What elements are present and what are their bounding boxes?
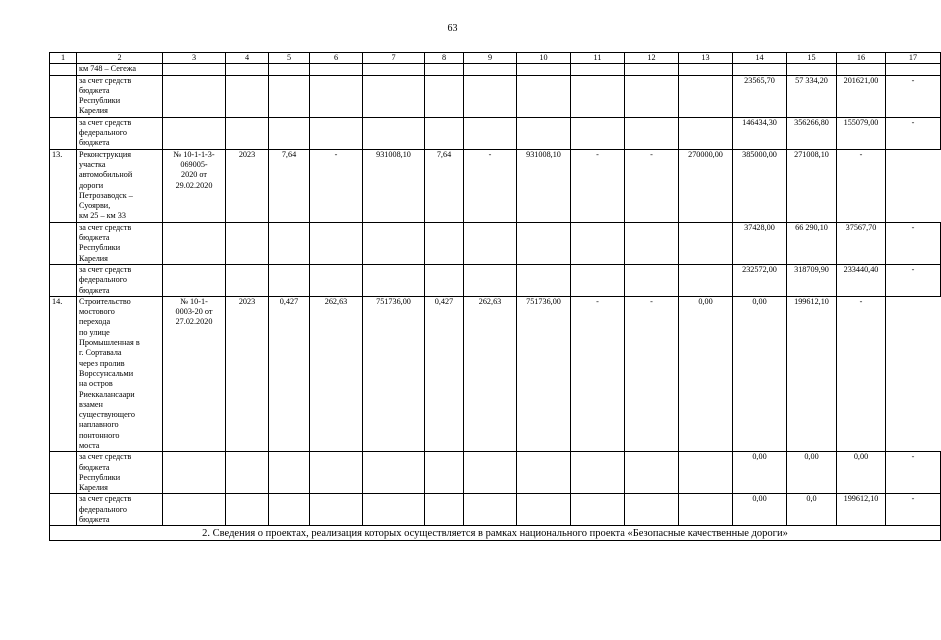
- table-cell: [310, 222, 363, 264]
- table-cell: [226, 64, 269, 75]
- column-header: 3: [163, 53, 226, 64]
- table-cell: [269, 64, 310, 75]
- table-cell: [571, 452, 625, 494]
- table-cell: 318709,90: [787, 264, 837, 296]
- table-row: [50, 452, 941, 494]
- table-cell: [163, 75, 226, 117]
- table-row: [50, 64, 941, 75]
- table-cell: -: [571, 296, 625, 451]
- table-cell: [733, 64, 787, 75]
- table-cell: [269, 222, 310, 264]
- table-cell: 199612,10: [837, 494, 886, 526]
- table-cell: [310, 117, 363, 149]
- table-cell: [679, 117, 733, 149]
- table-cell: [310, 64, 363, 75]
- table-cell: [837, 64, 886, 75]
- table-cell: [625, 494, 679, 526]
- table-cell: [625, 264, 679, 296]
- table-cell: [625, 64, 679, 75]
- table-cell: 262,63: [310, 296, 363, 451]
- table-cell: Реконструкция участка автомобильной дороги Петрозаводск – Суоярви, км 25 – км 33: [77, 149, 163, 222]
- table-cell: -: [886, 494, 941, 526]
- table-cell: [363, 264, 425, 296]
- table-cell: [464, 494, 517, 526]
- table-cell: [310, 494, 363, 526]
- table-cell: 0,0: [787, 494, 837, 526]
- table-cell: [363, 494, 425, 526]
- table-cell: за счет средств федерального бюджета: [77, 494, 163, 526]
- table-cell: [571, 222, 625, 264]
- table-cell: [625, 117, 679, 149]
- table-cell: [363, 117, 425, 149]
- table-cell: -: [886, 222, 941, 264]
- table-cell: 37567,70: [837, 222, 886, 264]
- table-cell: -: [310, 149, 363, 222]
- table-cell: [163, 452, 226, 494]
- table-cell: 13.: [50, 149, 77, 222]
- table-cell: [363, 222, 425, 264]
- table-cell: [226, 452, 269, 494]
- table-cell: [517, 75, 571, 117]
- table-cell: [310, 452, 363, 494]
- table-cell: [886, 64, 941, 75]
- section-title-row: [50, 526, 941, 541]
- table-cell: 385000,00: [733, 149, 787, 222]
- table-cell: 2023: [226, 149, 269, 222]
- column-header: 11: [571, 53, 625, 64]
- table-cell: [425, 117, 464, 149]
- table-cell: [50, 64, 77, 75]
- table-cell: [517, 117, 571, 149]
- table-cell: [50, 222, 77, 264]
- table-cell: -: [571, 149, 625, 222]
- table-cell: за счет средств бюджета Республики Карелия: [77, 452, 163, 494]
- table-cell: -: [464, 149, 517, 222]
- table-row: [50, 117, 941, 149]
- table-row: [50, 494, 941, 526]
- table-cell: [269, 75, 310, 117]
- table-cell: [464, 64, 517, 75]
- table-cell: 201621,00: [837, 75, 886, 117]
- section-title: 2. Сведения о проектах, реализация которых осуществляется в рамках национального проекта «Безопасные качественные дороги»: [50, 526, 941, 541]
- table-cell: 146434,30: [733, 117, 787, 149]
- table-cell: -: [837, 296, 886, 451]
- budget-table: [49, 52, 941, 541]
- table-cell: [363, 452, 425, 494]
- table-cell: [625, 452, 679, 494]
- table-cell: 751736,00: [363, 296, 425, 451]
- table-row: [50, 222, 941, 264]
- column-header: 17: [886, 53, 941, 64]
- table-cell: [310, 264, 363, 296]
- table-cell: № 10-1- 0003-20 от 27.02.2020: [163, 296, 226, 451]
- table-cell: [571, 494, 625, 526]
- column-header: 16: [837, 53, 886, 64]
- table-cell: за счет средств федерального бюджета: [77, 264, 163, 296]
- table-cell: [425, 264, 464, 296]
- column-header: 9: [464, 53, 517, 64]
- table-cell: 931008,10: [363, 149, 425, 222]
- table-cell: -: [886, 452, 941, 494]
- table-cell: -: [886, 75, 941, 117]
- header-row: [50, 53, 941, 64]
- table-cell: [50, 494, 77, 526]
- table-cell: 0,00: [733, 296, 787, 451]
- table-cell: 0,00: [787, 452, 837, 494]
- table-cell: [464, 117, 517, 149]
- table-cell: 66 290,10: [787, 222, 837, 264]
- table-cell: 0,427: [269, 296, 310, 451]
- table-cell: [571, 64, 625, 75]
- table-cell: [464, 75, 517, 117]
- column-header: 14: [733, 53, 787, 64]
- table-row: [50, 264, 941, 296]
- table-cell: [50, 452, 77, 494]
- table-cell: 0,00: [837, 452, 886, 494]
- table-cell: 232572,00: [733, 264, 787, 296]
- table-cell: 7,64: [269, 149, 310, 222]
- table-cell: 2023: [226, 296, 269, 451]
- table-cell: [50, 117, 77, 149]
- table-cell: [310, 75, 363, 117]
- table-cell: [226, 494, 269, 526]
- table-cell: 271008,10: [787, 149, 837, 222]
- column-header: 1: [50, 53, 77, 64]
- table-cell: 931008,10: [517, 149, 571, 222]
- table-cell: [425, 494, 464, 526]
- table-cell: [517, 64, 571, 75]
- column-header: 5: [269, 53, 310, 64]
- table-cell: 7,64: [425, 149, 464, 222]
- table-cell: [679, 75, 733, 117]
- table-cell: [226, 264, 269, 296]
- table-cell: [517, 494, 571, 526]
- table-cell: 155079,00: [837, 117, 886, 149]
- column-header: 6: [310, 53, 363, 64]
- table-cell: [679, 64, 733, 75]
- table-cell: 0,00: [679, 296, 733, 451]
- table-cell: -: [625, 296, 679, 451]
- table-cell: за счет средств бюджета Республики Карелия: [77, 75, 163, 117]
- table-cell: 14.: [50, 296, 77, 451]
- table-cell: [226, 117, 269, 149]
- table-cell: 199612,10: [787, 296, 837, 451]
- table-cell: Строительство мостового перехода по улице Промышленная в г. Сортавала через пролив Ворссунсальми на остров Риеккалансаари взамен существующего наплавного понтонного моста: [77, 296, 163, 451]
- table-cell: [679, 494, 733, 526]
- table-row: [50, 296, 941, 451]
- table-cell: [163, 64, 226, 75]
- table-cell: [163, 222, 226, 264]
- column-header: 12: [625, 53, 679, 64]
- table-cell: [163, 264, 226, 296]
- table-cell: [517, 452, 571, 494]
- table-cell: [679, 264, 733, 296]
- table-cell: [625, 75, 679, 117]
- table-cell: 233440,40: [837, 264, 886, 296]
- column-header: 7: [363, 53, 425, 64]
- table-cell: 0,427: [425, 296, 464, 451]
- table-cell: [50, 75, 77, 117]
- table-cell: за счет средств бюджета Республики Карелия: [77, 222, 163, 264]
- table-cell: -: [886, 264, 941, 296]
- column-header: 10: [517, 53, 571, 64]
- table-cell: 37428,00: [733, 222, 787, 264]
- table-cell: [425, 75, 464, 117]
- table-row: [50, 149, 941, 222]
- table-cell: [269, 494, 310, 526]
- table-cell: [571, 264, 625, 296]
- table-cell: 0,00: [733, 494, 787, 526]
- table-cell: 0,00: [733, 452, 787, 494]
- column-header: 15: [787, 53, 837, 64]
- table-cell: -: [886, 117, 941, 149]
- table-cell: 751736,00: [517, 296, 571, 451]
- table-cell: [269, 452, 310, 494]
- table-cell: [226, 222, 269, 264]
- table-cell: [163, 117, 226, 149]
- column-header: 2: [77, 53, 163, 64]
- table-cell: [464, 222, 517, 264]
- table-cell: за счет средств федерального бюджета: [77, 117, 163, 149]
- table-cell: [363, 75, 425, 117]
- table-cell: [464, 452, 517, 494]
- table-cell: [464, 264, 517, 296]
- table-cell: [163, 494, 226, 526]
- table-cell: [517, 264, 571, 296]
- table-cell: [787, 64, 837, 75]
- column-header: 13: [679, 53, 733, 64]
- table-cell: 23565,70: [733, 75, 787, 117]
- table-cell: 262,63: [464, 296, 517, 451]
- table-cell: [425, 452, 464, 494]
- table-cell: [517, 222, 571, 264]
- table-cell: [571, 117, 625, 149]
- page-number: 63: [447, 23, 458, 34]
- table-cell: [50, 264, 77, 296]
- table-cell: км 748 – Сегежа: [77, 64, 163, 75]
- table-cell: [363, 64, 425, 75]
- table-cell: [269, 117, 310, 149]
- table-cell: [571, 75, 625, 117]
- table-cell: 270000,00: [679, 149, 733, 222]
- column-header: 4: [226, 53, 269, 64]
- table-cell: [679, 452, 733, 494]
- table-cell: 57 334,20: [787, 75, 837, 117]
- table-cell: [269, 264, 310, 296]
- table-cell: [226, 75, 269, 117]
- table-cell: № 10-1-1-3- 069005- 2020 от 29.02.2020: [163, 149, 226, 222]
- table-cell: [625, 222, 679, 264]
- table-row: [50, 75, 941, 117]
- table-cell: [425, 64, 464, 75]
- table-cell: -: [625, 149, 679, 222]
- table-cell: 356266,80: [787, 117, 837, 149]
- table-cell: -: [837, 149, 886, 222]
- table-cell: [679, 222, 733, 264]
- column-header: 8: [425, 53, 464, 64]
- table-cell: [425, 222, 464, 264]
